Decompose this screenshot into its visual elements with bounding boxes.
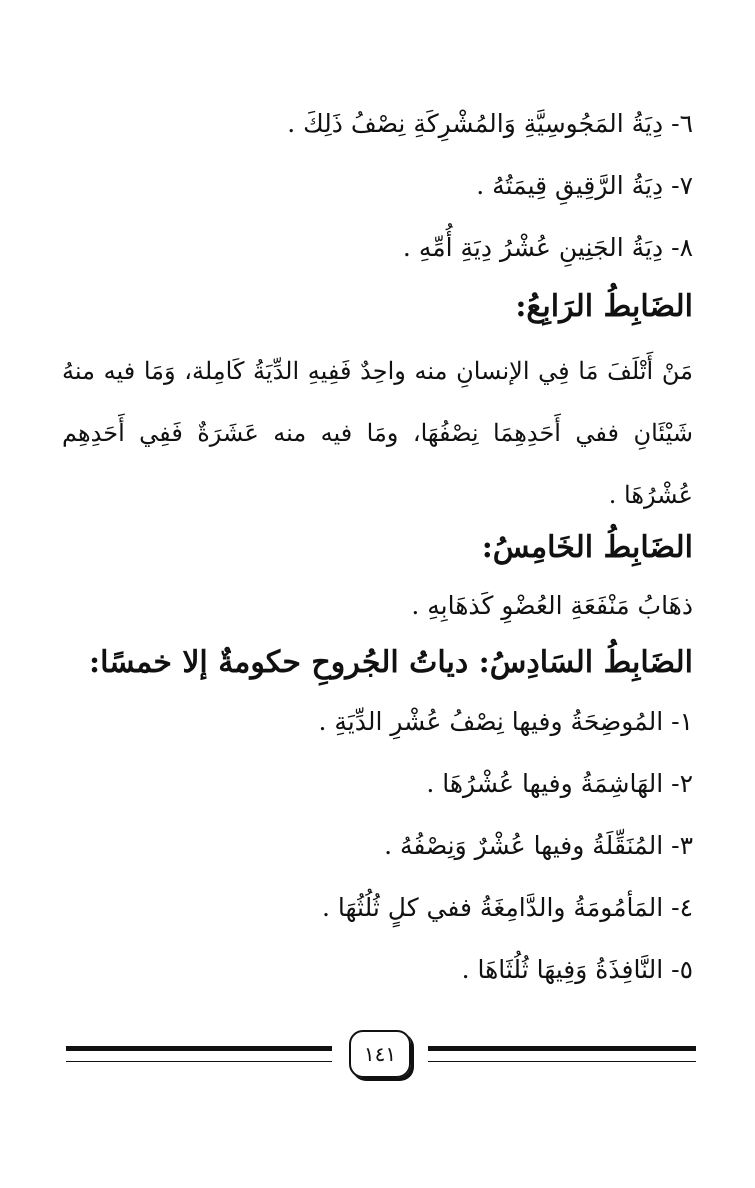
footer-rule-right: [428, 1046, 696, 1062]
list-item: ٤- المَأمُومَةُ والدَّامِغَةُ ففي كلٍ ثُلُثُهَا .: [322, 893, 693, 922]
list-item: ٨- دِيَةُ الجَنِينِ عُشْرُ دِيَةِ أُمِّهِ .: [402, 233, 693, 262]
list-item: ٦- دِيَةُ المَجُوسِيَّةِ وَالمُشْرِكَةِ نِصْفُ ذَلِكَ .: [287, 109, 693, 138]
list-item: ١- المُوضِحَةُ وفيها نِصْفُ عُشْرِ الدِّيَةِ .: [318, 707, 693, 736]
section-heading-4: الضَابِطُ الرَابِعُ:: [515, 289, 693, 324]
page-number: ١٤١: [349, 1030, 411, 1078]
section-heading-6: الضَابِطُ السَادِسُ: دياتُ الجُروحِ حكومةٌ إلا خمسًا:: [89, 645, 693, 680]
list-item: ٧- دِيَةُ الرَّقِيقِ قِيمَتُهُ .: [476, 171, 693, 200]
section-heading-5: الضَابِطُ الخَامِسُ:: [481, 530, 693, 565]
footer-rule-left: [66, 1046, 332, 1062]
section-body-5: ذهَابُ مَنْفَعَةِ العُضْوِ كَذهَابِهِ .: [411, 591, 693, 620]
section-body-4: مَنْ أَتْلَفَ مَا فِي الإنسانِ منه واحِدٌ فَفِيهِ الدِّيَةُ كَامِلة، وَمَا فيه منهُ شَيْئَانِ ففي أَحَدِهِمَا نِصْفُهَا، ومَا فيه منه عَشَرَةٌ فَفِي أَحَدِهِم عُشْرُهَا .: [62, 357, 693, 509]
list-item: ٣- المُنَقِّلَةُ وفيها عُشْرٌ وَنِصْفُهُ .: [384, 831, 693, 860]
list-item: ٢- الهَاشِمَةُ وفيها عُشْرُهَا .: [426, 769, 693, 798]
list-item: ٥- النَّافِذَةُ وَفِيهَا ثُلُثَاهَا .: [461, 955, 693, 984]
